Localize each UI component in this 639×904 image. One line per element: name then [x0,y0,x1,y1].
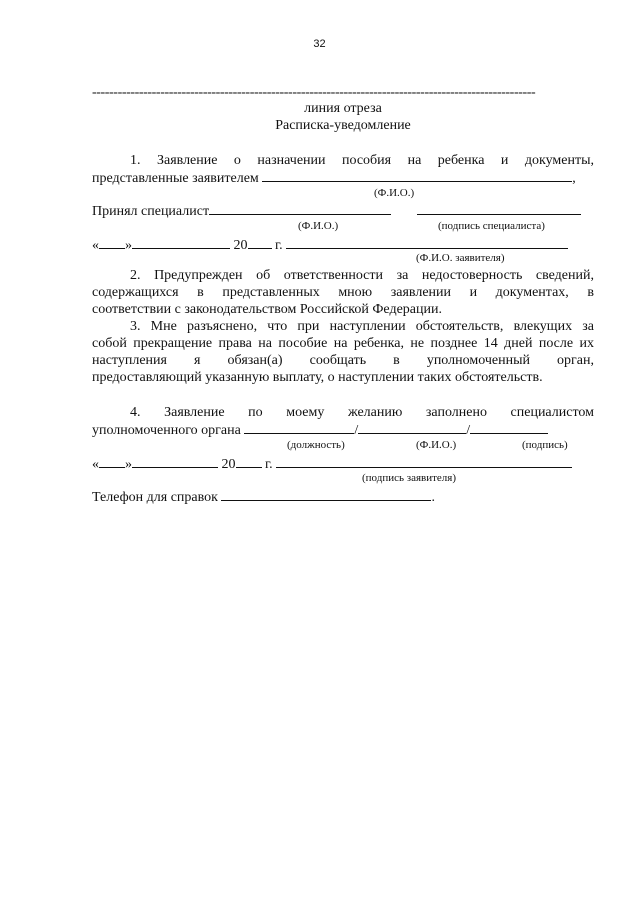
item3-line4: предоставляющий указанную выплату, о наступлении таких обстоятельств. [92,370,543,385]
fio-field-4[interactable] [358,421,466,434]
specialist-sign-caption: (подпись специалиста) [438,220,545,232]
phone-line [92,488,435,506]
item2-line1: 2. Предупрежден об ответственности за недостоверность сведений, [130,268,594,283]
item3-line1: 3. Мне разъяснено, что при наступлении обстоятельств, влекущих за [130,319,594,334]
submitted-by-label: представленные заявителем [92,171,259,186]
position-caption: (должность) [287,439,345,451]
day-field-2[interactable] [99,455,125,468]
cut-line-label: линия отреза [304,101,382,116]
quote-close: » [125,238,132,253]
applicant-fio-caption: (Ф.И.О. заявителя) [416,252,505,264]
cut-line: -------------------------------------------------------------------------------------------------------- [92,85,536,100]
applicant-sign-caption: (подпись заявителя) [362,472,457,484]
month-field[interactable] [132,236,230,249]
accepted-label: Принял специалист [92,204,210,219]
accepted-line [92,202,581,220]
fio-caption-4: (Ф.И.О.) [416,439,457,451]
quote-open-2: « [92,457,99,472]
position-field[interactable] [244,421,354,434]
authority-label: уполномоченного органа [92,423,241,438]
month-field-2[interactable] [132,455,218,468]
fio-caption: (Ф.И.О.) [374,187,415,199]
date-line-2 [92,455,572,473]
year-suffix-2: г. [265,457,273,472]
item4-line2 [92,421,548,439]
quote-open: « [92,238,99,253]
item1-line2 [92,169,576,187]
year-prefix-2: 20 [221,457,236,472]
slash-2: / [466,423,471,438]
quote-close-2: » [125,457,132,472]
item2-line3: соответствии с законодательством Российской Федерации. [92,302,442,317]
item3-line3: наступления я обязан(а) сообщать в уполномоченный орган, [92,353,594,368]
sign-caption-4: (подпись) [522,439,568,451]
phone-field[interactable] [221,488,431,501]
comma: , [572,171,576,186]
item3-line2: собой прекращение права на пособие на ребенка, не позднее 14 дней после их [92,336,594,351]
sign-field-4[interactable] [470,421,548,434]
page-number: 32 [313,38,326,50]
slash-1: / [354,423,359,438]
year-suffix: г. [275,238,283,253]
applicant-sign-field[interactable] [276,455,572,468]
day-field[interactable] [99,236,125,249]
item1-line1: 1. Заявление о назначении пособия на ребенка и документы, [130,153,594,168]
phone-label: Телефон для справок [92,490,218,505]
phone-end: . [431,490,435,505]
item4-line1: 4. Заявление по моему желанию заполнено специалистом [130,405,594,420]
year-field[interactable] [248,236,272,249]
year-field-2[interactable] [236,455,262,468]
applicant-fio-field-2[interactable] [286,236,568,249]
fio-caption-2: (Ф.И.О.) [298,220,339,232]
item2-line2: содержащихся в представленных мною заявлении и документах, в [92,285,594,300]
document-title: Расписка-уведомление [275,118,411,133]
specialist-fio-field[interactable] [209,202,391,215]
applicant-fio-field[interactable] [262,169,572,182]
specialist-sign-field[interactable] [417,202,581,215]
year-prefix: 20 [233,238,248,253]
